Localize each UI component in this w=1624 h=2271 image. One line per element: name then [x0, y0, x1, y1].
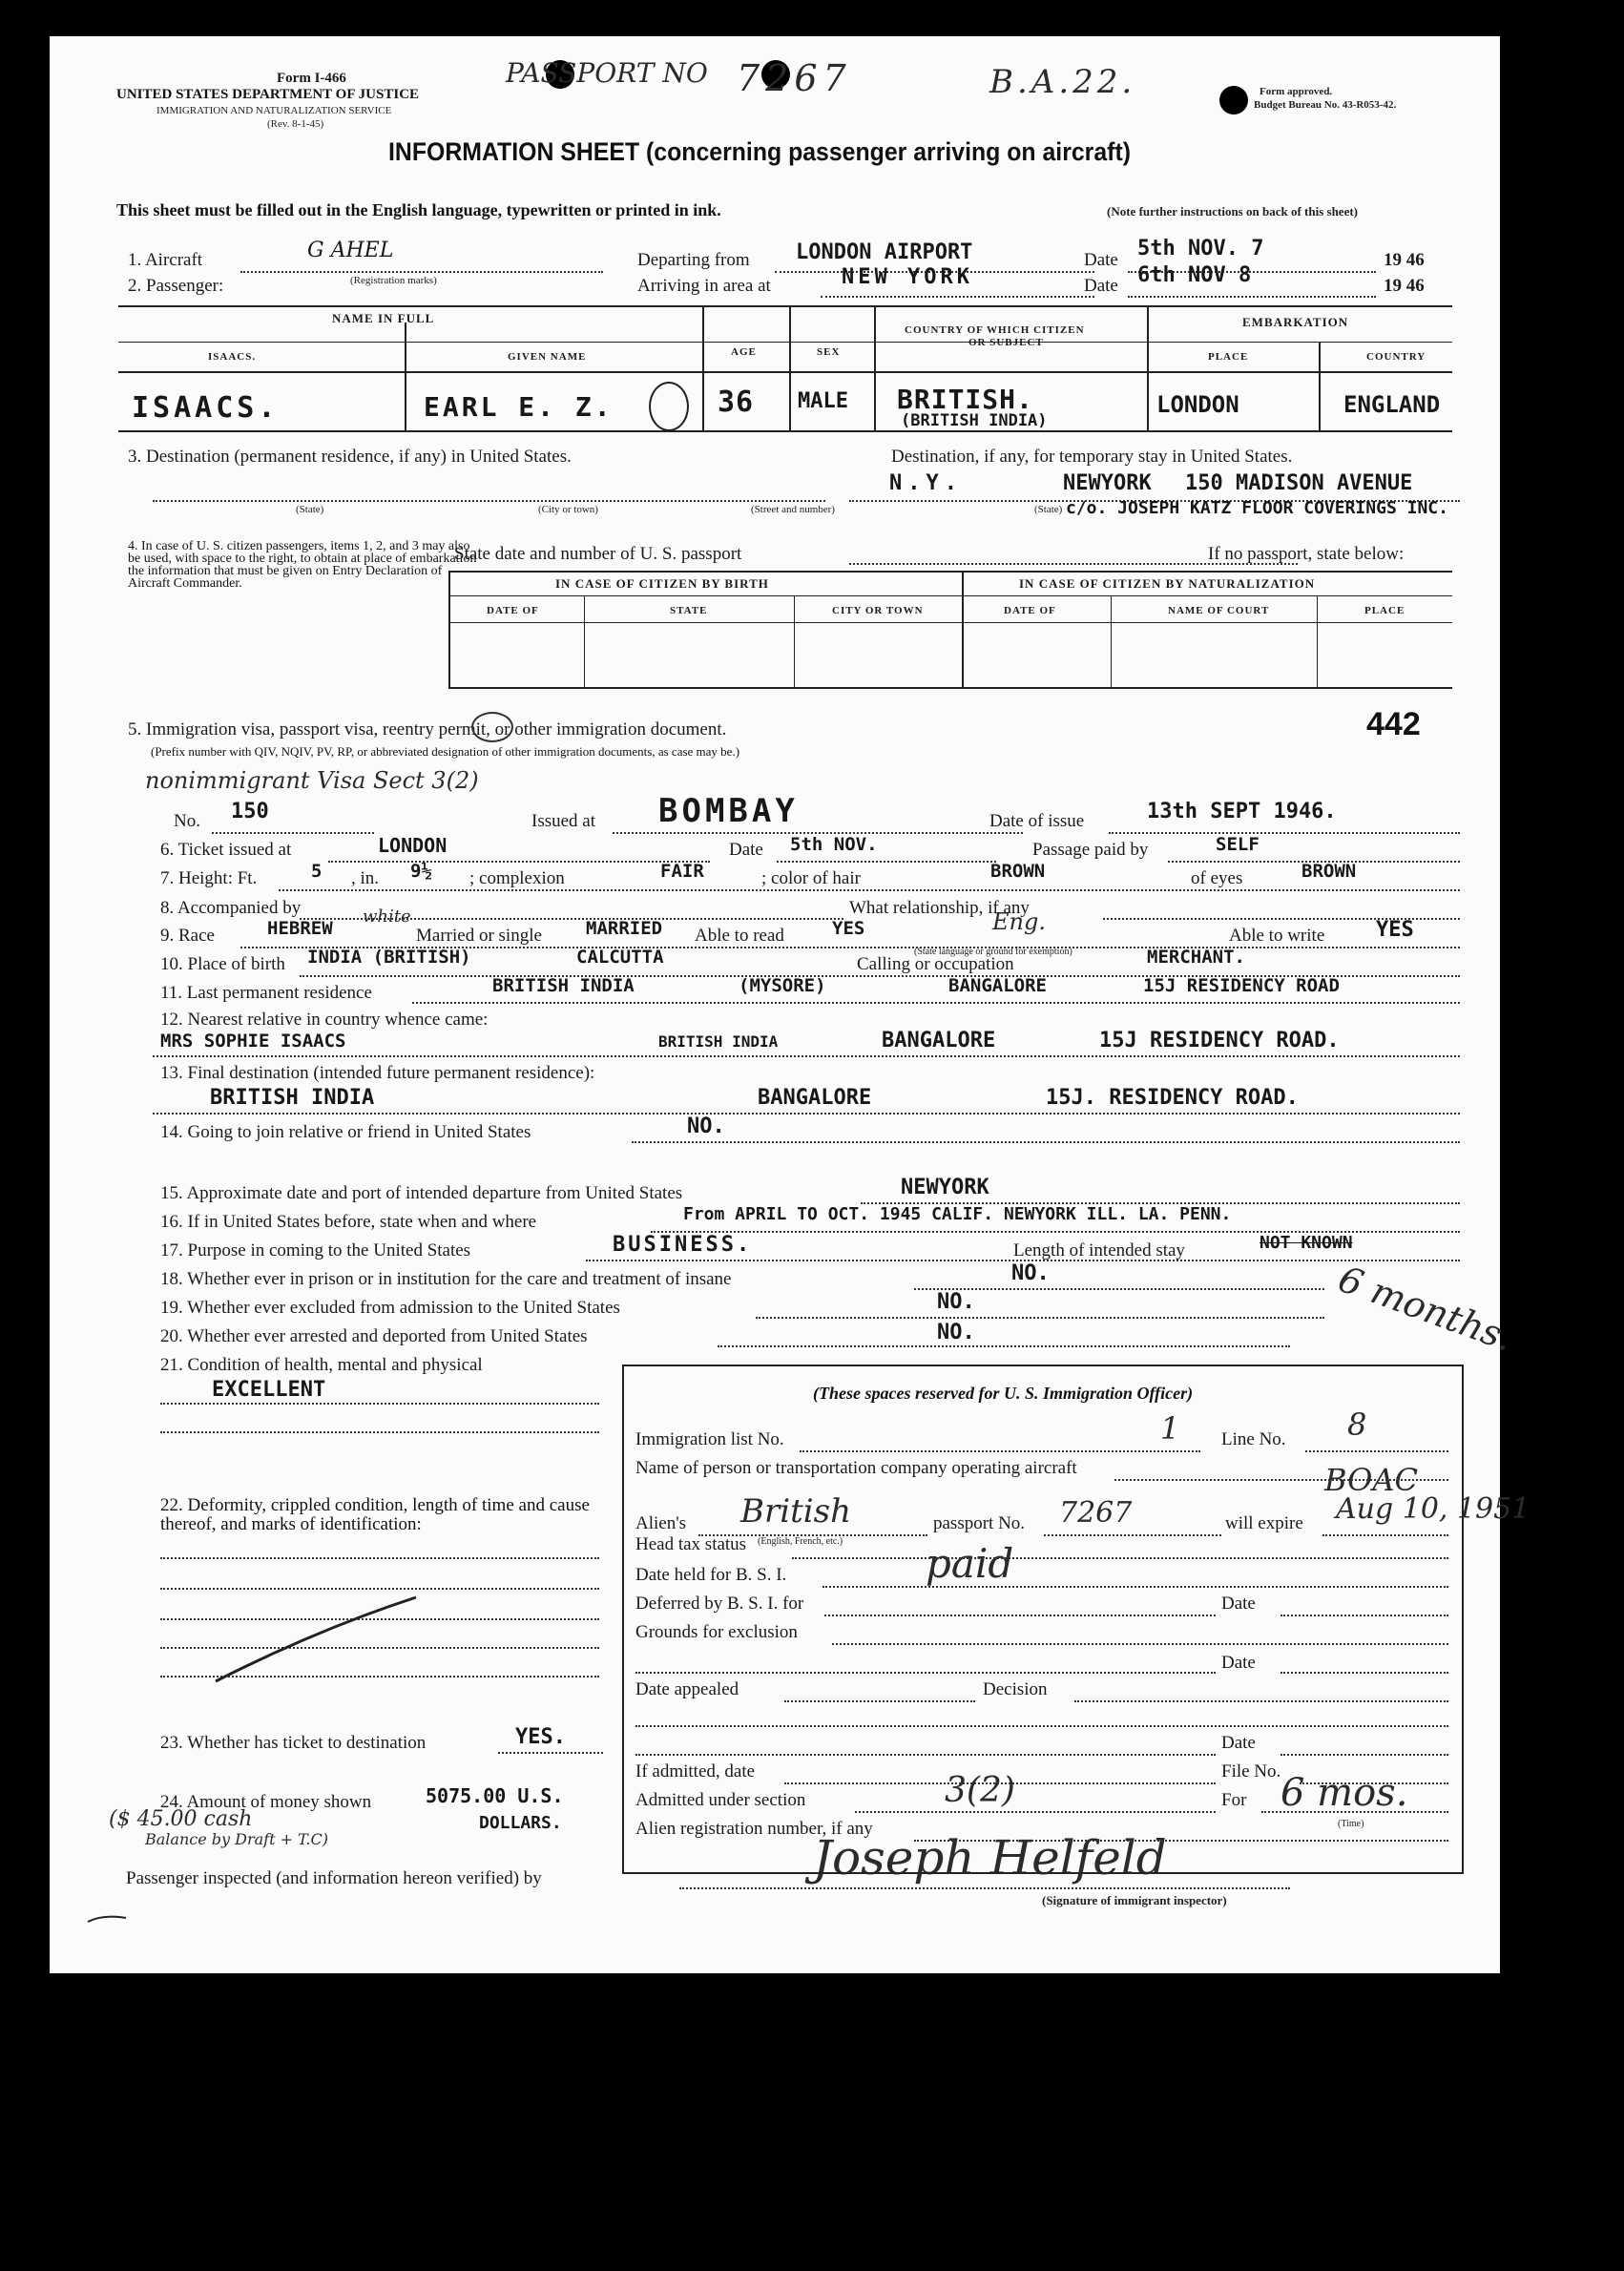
handwritten-passport-number: 7267	[737, 57, 852, 99]
approval-line2: Budget Bureau No. 43-R053-42.	[1254, 99, 1397, 111]
purpose-label: 17. Purpose in coming to the United States	[160, 1240, 471, 1261]
last-residence-city: BANGALORE	[948, 975, 1047, 996]
last-residence-street: 15J RESIDENCY ROAD	[1143, 975, 1340, 996]
money-cash: ($ 45.00 cash	[109, 1807, 253, 1831]
embark-place-value: LONDON	[1156, 391, 1239, 418]
height-in: 9½	[410, 861, 432, 882]
marital-label: Married or single	[416, 926, 542, 946]
last-residence-country: BRITISH INDIA	[492, 975, 635, 996]
language-sub: (State language or ground for exemption)	[914, 947, 1072, 957]
date2-value: 6th NOV 8	[1137, 263, 1252, 287]
arriving-value: NEW YORK	[842, 265, 973, 289]
eyes-label: of eyes	[1191, 868, 1243, 888]
occupation-value: MERCHANT.	[1147, 947, 1245, 968]
col-state: STATE	[670, 605, 708, 616]
ticket-dest-label: 23. Whether has ticket to destination	[160, 1733, 427, 1753]
paid-by-label: Passage paid by	[1032, 840, 1149, 860]
aircraft-label: 1. Aircraft	[128, 250, 203, 270]
arriving-label: Arriving in area at	[637, 276, 771, 296]
approval-line1: Form approved.	[1260, 86, 1333, 97]
birth-label: 10. Place of birth	[160, 954, 285, 974]
complexion-value: FAIR	[660, 861, 704, 882]
money-balance: Balance by Draft + T.C)	[145, 1830, 328, 1848]
stay-label: Length of intended stay	[1013, 1240, 1185, 1261]
country-hdr2: OR SUBJECT	[968, 337, 1044, 348]
race-note: white	[363, 906, 411, 927]
for-label: For	[1221, 1790, 1247, 1810]
stay-handwritten: 6 months.	[1332, 1258, 1519, 1360]
deformity-slash	[212, 1592, 422, 1687]
deferred-date-label: Date	[1221, 1594, 1256, 1614]
join-relative-label: 14. Going to join relative or friend in United States	[160, 1122, 531, 1142]
final-dest-city: BANGALORE	[758, 1086, 872, 1110]
write-label: Able to write	[1229, 926, 1325, 946]
date1-value: 5th NOV. 7	[1137, 237, 1264, 260]
visa-handwritten: nonimmigrant Visa Sect 3(2)	[145, 767, 479, 794]
imm-list-label: Immigration list No.	[635, 1429, 784, 1449]
by-nat-hdr: IN CASE OF CITIZEN BY NATURALIZATION	[1019, 576, 1316, 591]
relative-street: 15J RESIDENCY ROAD.	[1099, 1029, 1340, 1052]
file-no-label: File No.	[1221, 1761, 1281, 1781]
health-label: 21. Condition of health, mental and physical	[160, 1355, 483, 1375]
date2-label: Date	[1084, 276, 1118, 296]
handwritten-code: B.A.22.	[989, 63, 1136, 101]
issued-at-value: BOMBAY	[658, 792, 799, 830]
before-value: From APRIL TO OCT. 1945 CALIF. NEWYORK ILL. LA. PENN.	[683, 1204, 1232, 1224]
final-dest-label: 13. Final destination (intended future permanent residence):	[160, 1063, 595, 1083]
line-no-label: Line No.	[1221, 1429, 1286, 1449]
prison-value: NO.	[1011, 1261, 1050, 1285]
signature-sub: (Signature of immigrant inspector)	[1042, 1893, 1227, 1907]
write-value: YES	[1376, 918, 1414, 942]
height-ft: 5	[311, 861, 323, 882]
age-value: 36	[718, 385, 755, 419]
departure-value: NEWYORK	[901, 1176, 989, 1199]
form-sheet	[50, 36, 1530, 1973]
inspector-signature: Joseph Helfeld	[813, 1830, 1167, 1886]
no-passport-label: If no passport, state below:	[1208, 544, 1405, 564]
country-hdr1: COUNTRY OF WHICH CITIZEN	[905, 324, 1085, 336]
hair-value: BROWN	[990, 861, 1046, 882]
visa-circle	[471, 712, 513, 742]
col-place: PLACE	[1364, 605, 1405, 616]
final-dest-country: BRITISH INDIA	[210, 1086, 375, 1110]
admitted-date-label: If admitted, date	[635, 1761, 756, 1781]
decision-label: Decision	[983, 1679, 1048, 1699]
inspected-label: Passenger inspected (and information hereon verified) by	[126, 1868, 542, 1888]
ticket-label: 6. Ticket issued at	[160, 840, 292, 860]
given-name-value: EARL E. Z.	[424, 391, 614, 423]
money-label: 24. Amount of money shown	[160, 1792, 372, 1812]
final-dest-street: 15J. RESIDENCY ROAD.	[1046, 1086, 1299, 1110]
dest-street-value: 150 MADISON AVENUE	[1185, 471, 1413, 495]
appealed-label: Date appealed	[635, 1679, 739, 1699]
race-value: HEBREW	[267, 918, 333, 939]
deported-value: NO.	[937, 1321, 975, 1344]
ticket-date-label: Date	[729, 840, 763, 860]
aliens-sub: (English, French, etc.)	[758, 1536, 843, 1547]
temp-state-sub: (State)	[1034, 504, 1063, 515]
relative-country: BRITISH INDIA	[658, 1032, 779, 1051]
col-city: CITY OR TOWN	[832, 605, 924, 616]
by-birth-hdr: IN CASE OF CITIZEN BY BIRTH	[555, 576, 769, 591]
for-sub: (Time)	[1338, 1819, 1364, 1829]
visa-number-label: No.	[174, 811, 200, 831]
appeal-date-label: Date	[1221, 1733, 1256, 1753]
aliens-label: Alien's	[635, 1513, 687, 1533]
birth-city-value: CALCUTTA	[576, 947, 664, 968]
section-label: Admitted under section	[635, 1790, 806, 1810]
country2-hdr: COUNTRY	[1366, 351, 1426, 363]
citizen-sub-value: (BRITISH INDIA)	[901, 411, 1048, 430]
given-name-circle	[649, 382, 689, 431]
sex-value: MALE	[798, 389, 848, 413]
read-label: Able to read	[695, 926, 784, 946]
height-in-label: , in.	[351, 868, 380, 888]
deformity-label: 22. Deformity, crippled condition, length of time and cause thereof, and marks of identification:	[160, 1495, 590, 1534]
grounds-date-label: Date	[1221, 1653, 1256, 1673]
year2: 19 46	[1384, 276, 1425, 296]
ticket-value: LONDON	[378, 834, 448, 857]
temp-destination-label: Destination, if any, for temporary stay in United States.	[891, 447, 1293, 467]
hair-label: ; color of hair	[761, 868, 861, 888]
embarkation-hdr: EMBARKATION	[1242, 315, 1349, 329]
complexion-label: ; complexion	[469, 868, 565, 888]
name-in-full-hdr: NAME IN FULL	[332, 311, 435, 325]
visa-stamp: 442	[1366, 706, 1421, 742]
relative-name: MRS SOPHIE ISAACS	[160, 1031, 346, 1052]
departing-value: LONDON AIRPORT	[796, 240, 973, 264]
before-label: 16. If in United States before, state when and where	[160, 1212, 537, 1232]
occupation-label: Calling or occupation	[857, 954, 1014, 974]
place-hdr: PLACE	[1208, 351, 1249, 363]
dest-state-value: N.Y.	[889, 471, 963, 495]
grounds-label: Grounds for exclusion	[635, 1622, 798, 1642]
edge-mark	[84, 1906, 132, 1935]
deported-label: 20. Whether ever arrested and deported from United States	[160, 1326, 588, 1346]
alien-passport-label: passport No.	[933, 1513, 1026, 1533]
form-number: Form I-466	[277, 71, 346, 86]
stay-value: NOT KNOWN	[1260, 1233, 1353, 1253]
dest-co-value: c/o. JOSEPH KATZ FLOOR COVERINGS INC.	[1066, 498, 1448, 518]
visa-sub: (Prefix number with QIV, NQIV, PV, RP, or abbreviated designation of other immigration documents, as case may be.)	[151, 744, 740, 759]
punch-hole	[1219, 86, 1248, 115]
marital-value: MARRIED	[586, 918, 663, 939]
accompanied-label: 8. Accompanied by	[160, 898, 302, 918]
operator-value: BOAC	[1324, 1462, 1418, 1498]
issued-at-label: Issued at	[531, 811, 596, 831]
form-note: (Note further instructions on back of this sheet)	[1107, 204, 1358, 219]
language-value: Eng.	[992, 908, 1046, 935]
aircraft-value: G AHEL	[307, 239, 394, 262]
relationship-label: What relationship, if any	[849, 898, 1030, 918]
family-name-value: ISAACS.	[132, 391, 280, 425]
deferred-label: Deferred by B. S. I. for	[635, 1594, 804, 1614]
read-value: YES	[832, 918, 865, 939]
paid-by-value: SELF	[1216, 834, 1260, 855]
ticket-date-value: 5th NOV.	[790, 834, 878, 855]
embark-country-value: ENGLAND	[1343, 391, 1441, 418]
officer-header: (These spaces reserved for U. S. Immigration Officer)	[813, 1384, 1194, 1403]
us-passport-question: State date and number of U. S. passport	[454, 544, 742, 564]
relative-label: 12. Nearest relative in country whence came:	[160, 1010, 489, 1030]
prison-label: 18. Whether ever in prison or in institution for the care and treatment of insane	[160, 1269, 732, 1289]
operator-label: Name of person or transportation company operating aircraft	[635, 1458, 1077, 1478]
excluded-value: NO.	[937, 1290, 975, 1314]
city-sub: (City or town)	[538, 504, 598, 515]
ticket-dest-value: YES.	[515, 1725, 566, 1749]
col-date-birth: DATE OF	[487, 605, 539, 616]
excluded-label: 19. Whether ever excluded from admission to the United States	[160, 1298, 620, 1318]
visa-number-value: 150	[231, 800, 269, 823]
relative-city: BANGALORE	[882, 1029, 996, 1052]
citizen-value: BRITISH.	[897, 384, 1033, 415]
year1: 19 46	[1384, 250, 1425, 270]
last-residence-label: 11. Last permanent residence	[160, 983, 372, 1003]
dest-city-value: NEWYORK	[1063, 471, 1152, 495]
expire-label: will expire	[1225, 1513, 1303, 1533]
given-name-hdr: GIVEN NAME	[508, 351, 587, 363]
head-tax-label: Head tax status	[635, 1534, 747, 1554]
street-sub: (Street and number)	[751, 504, 835, 515]
money-currency: DOLLARS.	[479, 1813, 562, 1833]
birth-country-value: INDIA (BRITISH)	[307, 947, 471, 968]
sex-hdr: SEX	[817, 346, 841, 358]
aircraft-sub: (Registration marks)	[350, 275, 437, 286]
issue-date-label: Date of issue	[989, 811, 1085, 831]
section-value: 3(2)	[945, 1771, 1015, 1810]
imm-list-value: 1	[1160, 1410, 1180, 1447]
purpose-value: BUSINESS.	[613, 1233, 753, 1257]
expire-value: Aug 10, 1951	[1336, 1492, 1530, 1526]
col-court: NAME OF COURT	[1168, 605, 1270, 616]
health-value: EXCELLENT	[212, 1378, 326, 1402]
form-title: INFORMATION SHEET (concerning passenger arriving on aircraft)	[388, 137, 1131, 166]
for-value: 6 mos.	[1280, 1771, 1408, 1815]
alien-passport-value: 7267	[1059, 1496, 1133, 1530]
agency-line2: IMMIGRATION AND NATURALIZATION SERVICE	[156, 105, 392, 116]
agency-line1: UNITED STATES DEPARTMENT OF JUSTICE	[116, 87, 420, 102]
alien-reg-label: Alien registration number, if any	[635, 1819, 873, 1839]
date-held-label: Date held for B. S. I.	[635, 1565, 787, 1585]
state-sub: (State)	[296, 504, 324, 515]
eyes-value: BROWN	[1301, 861, 1357, 882]
col-date-nat: DATE OF	[1004, 605, 1056, 616]
form-instruction: This sheet must be filled out in the English language, typewritten or printed in ink.	[116, 200, 721, 219]
join-relative-value: NO.	[687, 1115, 725, 1138]
family-name-hdr: ISAACS.	[208, 351, 257, 363]
age-hdr: AGE	[731, 346, 757, 358]
race-label: 9. Race	[160, 926, 215, 946]
departure-label: 15. Approximate date and port of intended departure from United States	[160, 1183, 683, 1203]
departing-label: Departing from	[637, 250, 750, 270]
date1-label: Date	[1084, 250, 1118, 270]
aliens-value: British	[740, 1492, 851, 1531]
handwritten-passport-label: PASSPORT NO	[506, 57, 708, 89]
revision: (Rev. 8-1-45)	[267, 118, 324, 130]
last-residence-state: (MYSORE)	[739, 975, 826, 996]
height-label: 7. Height: Ft.	[160, 868, 258, 888]
destination-label: 3. Destination (permanent residence, if any) in United States.	[128, 447, 572, 467]
money-value: 5075.00 U.S.	[426, 1784, 564, 1807]
line-no-value: 8	[1347, 1406, 1367, 1443]
visa-label: 5. Immigration visa, passport visa, reentry permit, or other immigration document.	[128, 719, 727, 740]
head-tax-value: paid	[926, 1540, 1014, 1587]
passenger-label: 2. Passenger:	[128, 276, 224, 296]
us-citizen-note: 4. In case of U. S. citizen passengers, items 1, 2, and 3 may also be used, with space to the right, to obtain at place of embarkation the information that must be given on Entry Declaration of Aircraft Commander.	[128, 539, 477, 591]
issue-date-value: 13th SEPT 1946.	[1147, 800, 1337, 823]
